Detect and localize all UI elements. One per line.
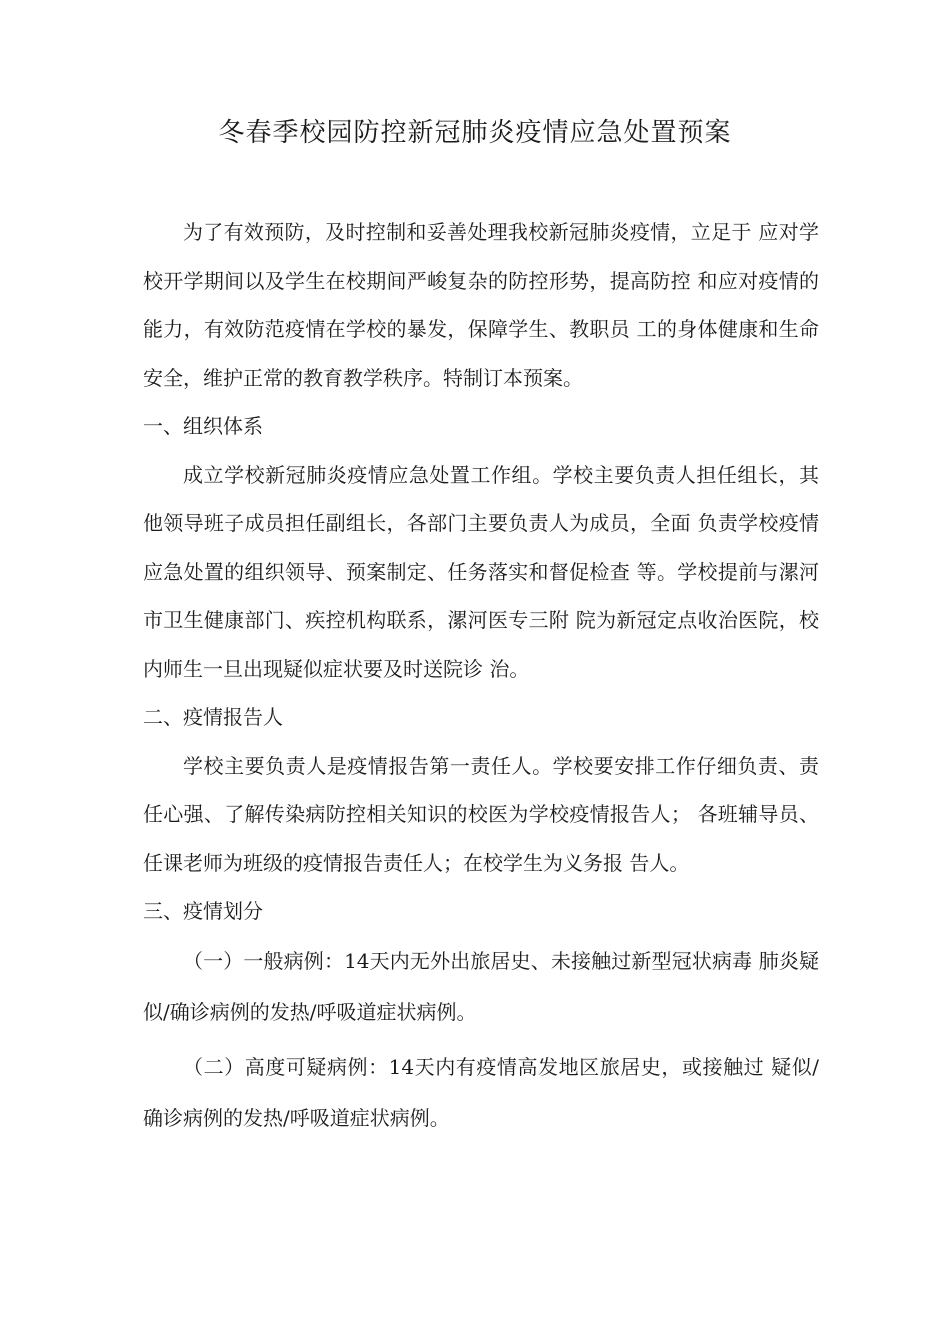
classification-item-suspected: （二）高度可疑病例：14天内有疫情高发地区旅居史，或接触过 疑似/确诊病例的发热/呼吸道症状病例。 (143, 1054, 819, 1130)
classification-item-general: （一）一般病例：14天内无外出旅居史、未接触过新型冠状病毒 肺炎疑似/确诊病例的发热/呼吸道症状病例。 (143, 948, 819, 1024)
intro-paragraph: 为了有效预防，及时控制和妥善处理我校新冠肺炎疫情，立足于 应对学校开学期间以及学生在校期间严峻复杂的防控形势，提高防控 和应对疫情的能力，有效防范疫情在学校的暴发，保障学生、教职员 工的身体健康和生命安全，维护正常的教育教学秩序。特制订本预案。 (143, 220, 819, 390)
document-title: 冬春季校园防控新冠肺炎疫情应急处置预案 (218, 118, 732, 148)
document-body (143, 208, 819, 1144)
section-text-organization: 成立学校新冠肺炎疫情应急处置工作组。学校主要负责人担任组长，其他领导班子成员担任副组长，各部门主要负责人为成员，全面 负责学校疫情应急处置的组织领导、预案制定、任务落实和督促检查 等。学校提前与漯河市卫生健康部门、疾控机构联系，漯河医专三附 院为新冠定点收治医院，校内师生一旦出现疑似症状要及时送院诊 治。 (143, 462, 819, 681)
section-heading-classification: 三、疫情划分 (143, 899, 263, 923)
section-heading-reporter: 二、疫情报告人 (143, 705, 283, 729)
section-heading-organization: 一、组织体系 (143, 414, 263, 438)
section-text-reporter: 学校主要负责人是疫情报告第一责任人。学校要安排工作仔细负责、责任心强、了解传染病防控相关知识的校医为学校疫情报告人； 各班辅导员、任课老师为班级的疫情报告责任人；在校学生为义务报 告人。 (143, 753, 819, 875)
